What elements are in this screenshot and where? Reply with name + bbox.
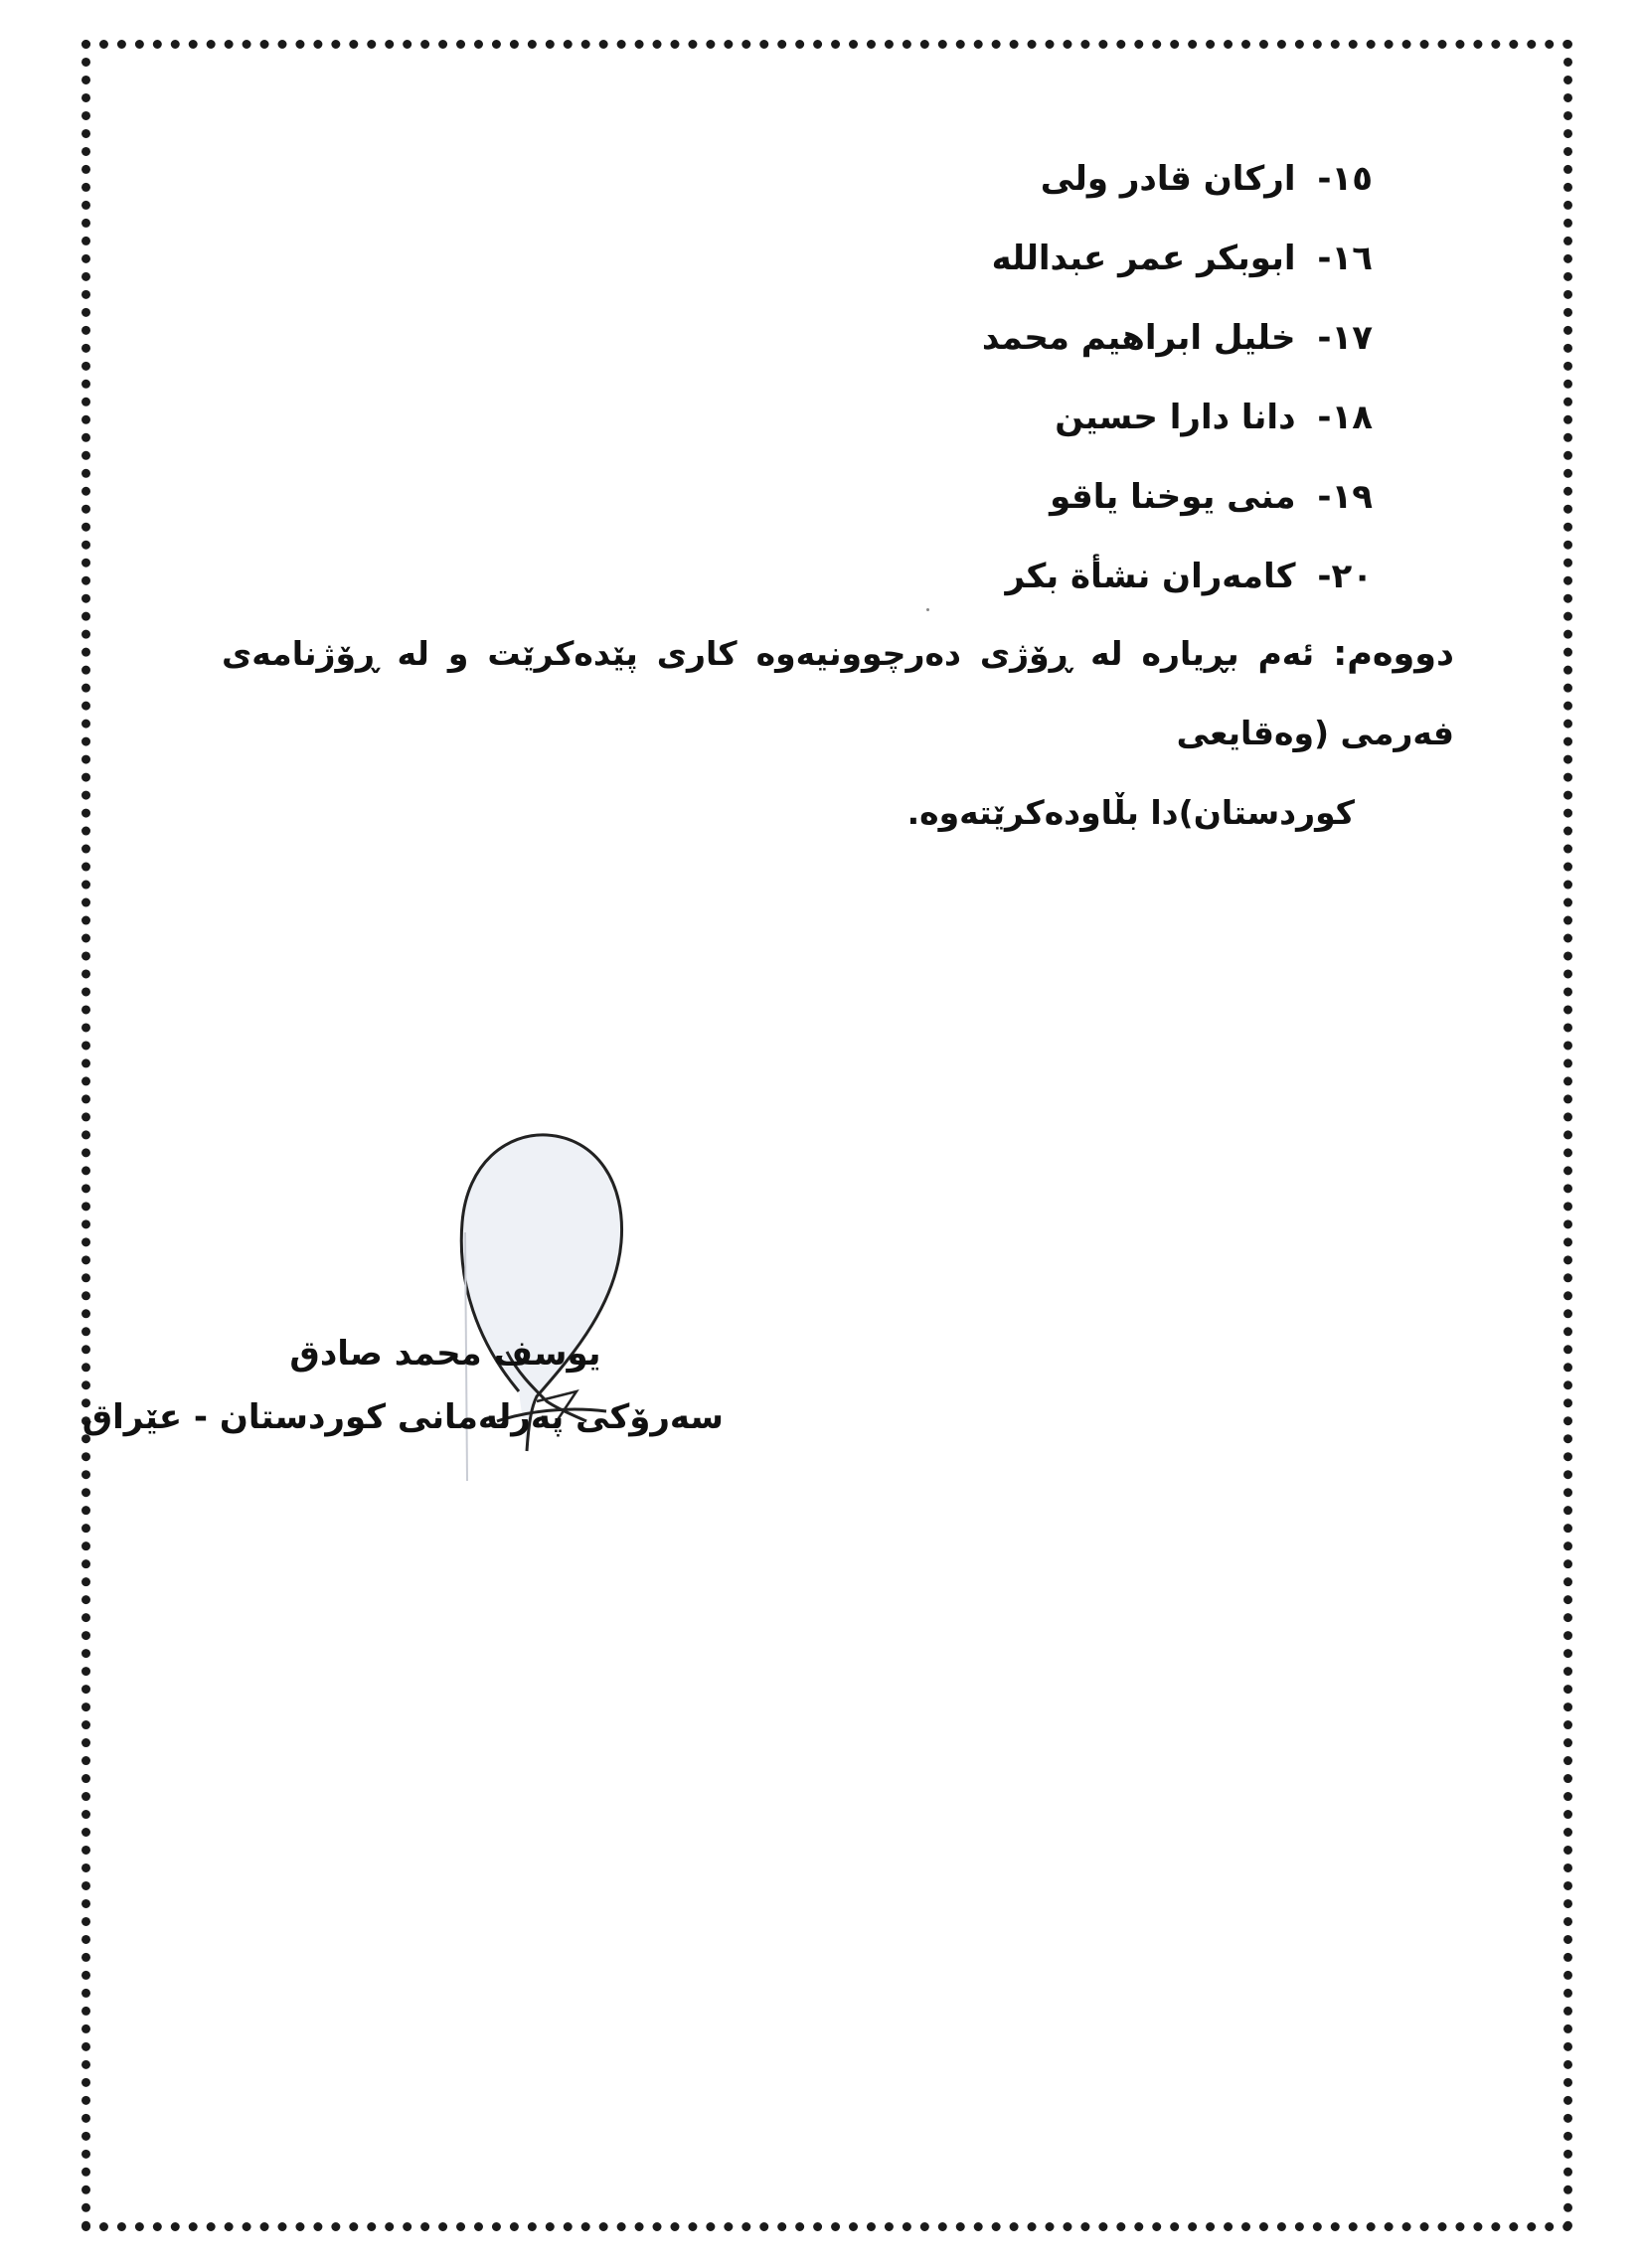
member-list: [982, 139, 1373, 616]
list-item: [982, 298, 1373, 378]
list-item: [982, 219, 1373, 298]
list-item-name: دانا دارا حسين: [1055, 398, 1296, 437]
list-item-number: ٢٠-: [1317, 557, 1373, 596]
list-item-number: ١٩-: [1317, 477, 1373, 517]
signatory-name: يوسف محمد صادق: [289, 1334, 601, 1374]
list-item-number: ١٨-: [1317, 398, 1373, 437]
list-item-number: ١٥-: [1317, 159, 1373, 199]
list-item: [982, 378, 1373, 457]
signatory-title: سەرۆکی پەرلەمانی کوردستان - عێراق: [82, 1397, 724, 1437]
second-clause-text-line1: ئەم بڕیارە لە ڕۆژی دەرچوونیەوە کاری پێدەکرێت و لە ڕۆژنامەی فەرمی (وەقایعی: [222, 634, 1454, 752]
second-clause-label: دووەم:: [1333, 634, 1454, 674]
list-item-name: ابوبكر عمر عبدالله: [991, 239, 1296, 278]
list-item-number: ١٦-: [1317, 239, 1373, 278]
list-item-name: اركان قادر ولى: [1040, 159, 1296, 199]
list-item-name: خليل ابراهيم محمد: [981, 318, 1296, 358]
signature-block: [82, 1322, 724, 1449]
second-clause-paragraph: [222, 614, 1454, 853]
list-item-number: ١٧-: [1317, 318, 1373, 358]
scan-speck: [926, 608, 929, 611]
list-item: [982, 139, 1373, 219]
list-item: [982, 537, 1373, 616]
list-item-name: كامەران نشأة بكر: [1005, 557, 1296, 596]
list-item: [982, 457, 1373, 537]
list-item-name: منى يوخنا ياقو: [1050, 477, 1296, 517]
second-clause-text-line2: کوردستان)دا بڵاودەکرێتەوە.: [906, 793, 1355, 832]
